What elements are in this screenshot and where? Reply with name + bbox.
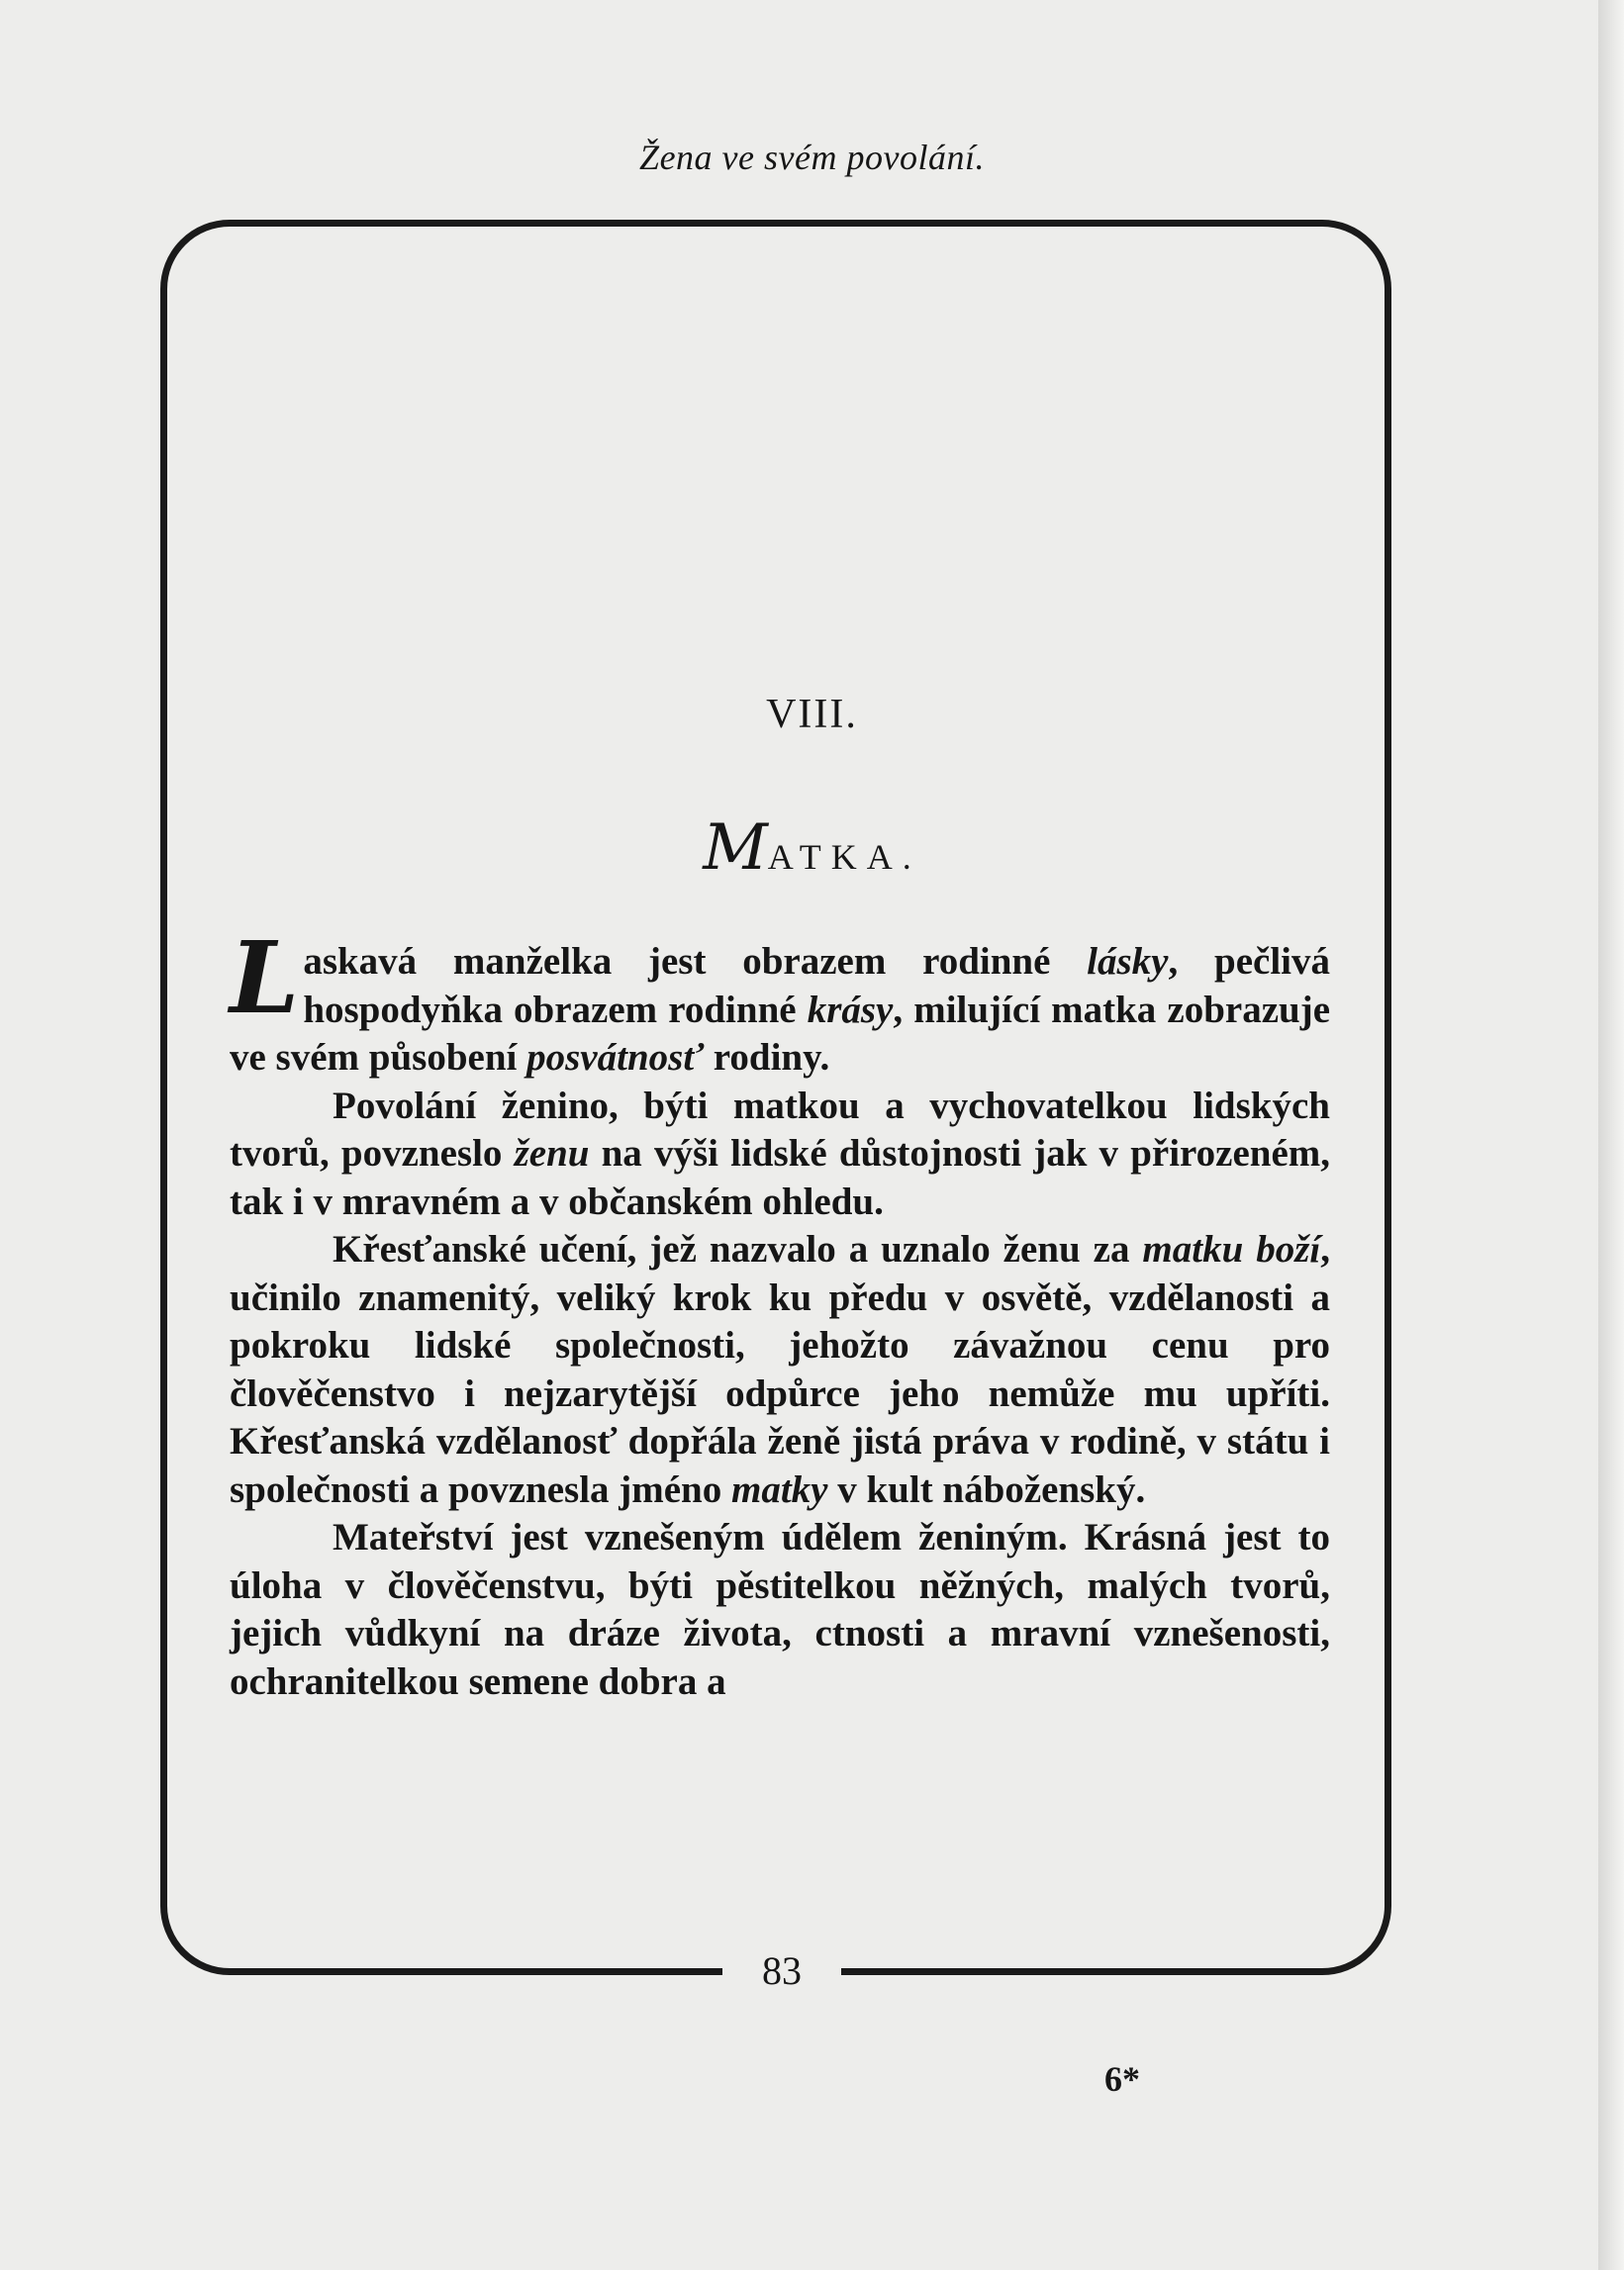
emphasized-text: matku boží [1142,1228,1321,1271]
emphasized-text: krásy [807,988,894,1031]
text-run: askavá manželka jest obrazem rodinné [303,940,1088,983]
page-number: 83 [762,1948,802,1993]
running-head: Žena ve svém povolání. [639,138,985,177]
text-run: , učinilo znamenitý, veliký krok ku předu v osvětě, vzdělanosti a pokroku lidské společnosti, jehožto závažnou cenu pro člověčenstvo i nejzarytější odpůrce jeho nemůže mu upříti. Křesťanská vzdělanosť dopřála ženě jistá práva v rodině, v státu i společnosti a povznesla jméno [230,1228,1330,1511]
paragraph [230,1226,1330,1514]
text-run: , milující matka zobrazuje ve svém působení [230,988,1331,1079]
signature-mark: 6* [1104,2059,1140,2099]
chapter-number: VIII. [766,692,858,737]
page-edge [1598,0,1624,2270]
text-run: v kult náboženský. [827,1467,1146,1511]
emphasized-text: posvátnosť [526,1036,705,1079]
text-run: rodiny. [704,1036,830,1079]
chapter-title-initial: M [703,811,768,885]
text-run: na výši lidské důstojnosti jak v přirozeném, tak i v mravném a v občanském ohledu. [230,1132,1330,1223]
text-run: Mateřství jest vznešeným údělem ženiným. Krásná jest to úloha v člověčenstvu, býti pěstitelkou něžných, malých tvorů, jejich vůdkyní na dráze života, ctnosti a mravní vznešenosti, ochranitelkou semene dobra a [230,1516,1330,1703]
paragraph [230,1083,1330,1227]
emphasized-text: matky [731,1467,828,1511]
paragraph [230,919,1331,1083]
emphasized-text: ženu [514,1132,590,1175]
chapter-title-rest: ATKA. [767,837,921,877]
drop-cap: L [230,919,300,1036]
text-run: Křesťanské učení, jež nazvalo a uznalo ženu za [333,1228,1143,1271]
chapter-title [0,811,1624,885]
paragraph [230,1514,1330,1706]
emphasized-text: lásky [1087,940,1169,983]
text-run: , pečlivá hospodyňka obrazem rodinné [303,940,1330,1031]
text-run: Povolání ženino, býti matkou a vychovatelkou lidských tvorů, povzneslo [230,1084,1330,1175]
chapter-body [230,919,1331,1706]
